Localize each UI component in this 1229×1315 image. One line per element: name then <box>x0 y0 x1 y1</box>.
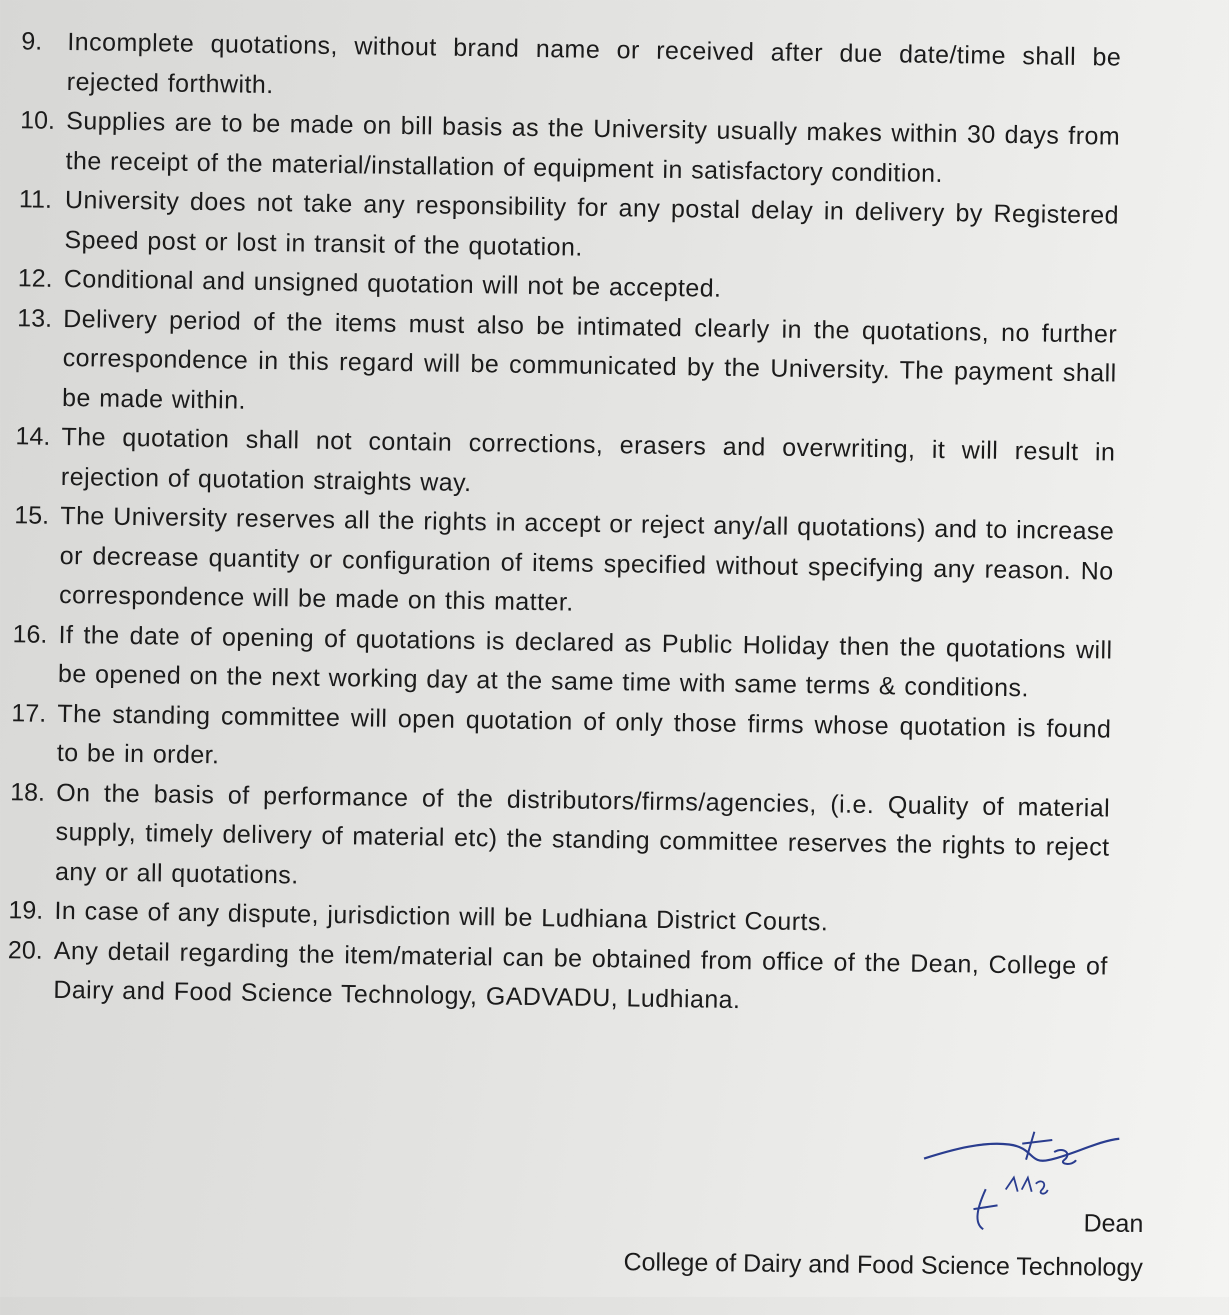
clause-20 <box>7 931 1108 1026</box>
clause-text: The quotation shall not contain corrections, erasers and overwriting, it will result in rejection of quotation straights way. <box>60 422 1116 497</box>
clause-number: 20. <box>7 935 43 965</box>
clause-text: Delivery period of the items must also be intimated clearly in the quotations, no further correspondence in this regard will be communicated by the University. The payment shall be made within. <box>61 304 1118 415</box>
clause-number: 11. <box>18 185 53 214</box>
clause-text: The University reserves all the rights in accept or reject any/all quotations) and to increase or decrease quantity or configuration of items specified without specifying any reason. No correspondence will be made on this matter. <box>58 501 1115 617</box>
clause-number: 19. <box>8 896 44 925</box>
clause-number: 14. <box>15 422 51 451</box>
clause-18 <box>9 773 1111 908</box>
clause-text: If the date of opening of quotations is declared as Public Holiday then the quotations will be opened on the next working day at the same time with same terms & conditions. <box>57 620 1113 703</box>
institution-name: College of Dairy and Food Science Technology <box>623 1248 1143 1283</box>
clause-text: Supplies are to be made on bill basis as the University usually makes within 30 days from the receipt of the material/installation of equipment in satisfactory condition. <box>65 106 1121 188</box>
clause-text: On the basis of performance of the distributors/firms/agencies, (i.e. Quality of material supply, timely delivery of material etc) the standing committee reserves the rights to reject any or all quotations. <box>54 778 1111 890</box>
clause-number: 9. <box>21 27 43 56</box>
clause-text: The standing committee will open quotation of only those firms whose quotation is found to be in order. <box>56 699 1112 770</box>
clause-number: 12. <box>17 264 53 293</box>
clause-text: Conditional and unsigned quotation will not be accepted. <box>63 264 722 303</box>
terms-list <box>7 22 1122 1026</box>
clause-15 <box>13 496 1115 631</box>
clause-number: 17. <box>11 698 47 728</box>
clause-text: Incomplete quotations, without brand name or received after due date/time shall be rejected forthwith. <box>66 28 1122 99</box>
clause-text: In case of any dispute, jurisdiction will be Ludhiana District Courts. <box>54 896 829 937</box>
clause-text: University does not take any responsibility for any postal delay in delivery by Registered Speed post or lost in transit of the quotation. <box>64 185 1120 262</box>
clause-number: 16. <box>12 619 48 649</box>
clause-number: 13. <box>17 303 53 333</box>
clause-number: 15. <box>14 501 50 530</box>
clause-13 <box>16 299 1118 434</box>
clause-number: 10. <box>20 106 56 135</box>
signatory-title: Dean <box>1083 1209 1144 1239</box>
clause-text: Any detail regarding the item/material can be obtained from office of the Dean, College of Dairy and Food Science Technology, GADVADU, Ludhiana. <box>53 936 1108 1015</box>
clause-number: 18. <box>10 777 46 807</box>
signature-block <box>525 1114 1145 1283</box>
